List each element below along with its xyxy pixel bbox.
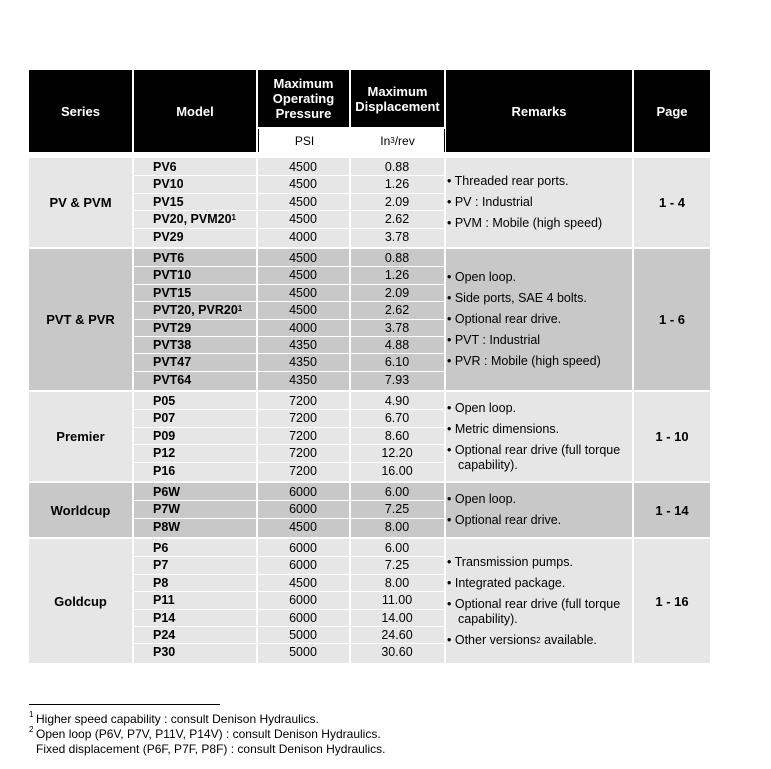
footnote-2-line-1: Open loop (P6V, P7V, P11V, P14V) : consult Denison Hydraulics. bbox=[36, 727, 381, 741]
remark-text: • Other versions bbox=[447, 632, 537, 647]
table-header bbox=[29, 70, 710, 152]
displacement-cell: 2.09 bbox=[384, 286, 410, 300]
pressure-cell: 4500 bbox=[289, 520, 317, 534]
pressure-cell: 4350 bbox=[289, 338, 317, 352]
row-divider bbox=[134, 518, 444, 519]
column-divider bbox=[132, 392, 134, 481]
series-name: Worldcup bbox=[50, 502, 111, 518]
remark-item: • Integrated package. bbox=[447, 575, 566, 590]
remark-item: • PVT : Industrial bbox=[447, 333, 541, 347]
model-name: P7W bbox=[153, 502, 181, 516]
displacement-cell: 3.78 bbox=[384, 230, 410, 244]
footnote-rule bbox=[29, 704, 220, 705]
column-divider bbox=[444, 539, 446, 663]
remarks-cell bbox=[447, 158, 632, 247]
remark-item: • Metric dimensions. bbox=[447, 421, 560, 436]
row-divider bbox=[134, 591, 444, 592]
displacement-cell: 3.78 bbox=[384, 321, 410, 335]
model-cell bbox=[153, 267, 191, 284]
displacement-cell: 1.26 bbox=[384, 268, 410, 282]
row-divider bbox=[134, 556, 444, 557]
pressure-cell: 4500 bbox=[289, 160, 317, 174]
model-name: P7 bbox=[153, 558, 169, 572]
model-name: P24 bbox=[153, 628, 176, 642]
pressure-cell: 4000 bbox=[289, 230, 317, 244]
model-name: PVT64 bbox=[153, 373, 192, 387]
pressure-cell: 7200 bbox=[289, 446, 317, 460]
displacement-cell: 11.00 bbox=[381, 593, 413, 607]
model-name: PV20, PVM20 bbox=[153, 212, 232, 226]
remarks-cell bbox=[447, 539, 632, 663]
footnote-ref: 1 bbox=[237, 304, 243, 313]
pressure-cell: 4350 bbox=[289, 355, 317, 369]
model-name: PV15 bbox=[153, 195, 184, 209]
displacement-cell: 14.00 bbox=[381, 611, 413, 625]
model-name: PVT6 bbox=[153, 251, 185, 265]
pressure-cell: 7200 bbox=[289, 394, 317, 408]
displacement-cell: 2.09 bbox=[384, 195, 410, 209]
series-name: Goldcup bbox=[54, 593, 107, 609]
model-cell bbox=[153, 557, 168, 574]
page-number: 1 - 10 bbox=[655, 429, 689, 444]
pressure-cell: 4500 bbox=[289, 268, 317, 282]
model-cell bbox=[153, 519, 180, 536]
model-cell bbox=[153, 592, 175, 609]
row-divider bbox=[134, 266, 444, 267]
remark-item: • Open loop. bbox=[447, 492, 517, 506]
displacement-cell: 0.88 bbox=[384, 160, 410, 174]
series-group bbox=[29, 392, 710, 481]
remark-item: • Optional rear drive (full torque capability). bbox=[447, 442, 621, 472]
pressure-cell: 5000 bbox=[289, 628, 317, 642]
displacement-cell: 2.62 bbox=[384, 303, 410, 317]
displacement-cell: 30.60 bbox=[381, 645, 413, 659]
pressure-cell: 4500 bbox=[289, 286, 317, 300]
displacement-cell: 24.60 bbox=[381, 628, 413, 642]
model-cell bbox=[153, 211, 236, 228]
model-cell bbox=[153, 428, 175, 445]
unit-disp-base: In bbox=[380, 133, 391, 148]
displacement-cell: 6.00 bbox=[384, 485, 410, 499]
pressure-cell: 5000 bbox=[289, 645, 317, 659]
row-divider bbox=[134, 371, 444, 372]
row-divider bbox=[134, 643, 444, 644]
pressure-cell: 6000 bbox=[289, 485, 317, 499]
model-cell bbox=[153, 575, 168, 592]
row-divider bbox=[134, 444, 444, 445]
model-name: PV6 bbox=[153, 160, 177, 174]
row-divider bbox=[134, 353, 444, 354]
model-cell bbox=[153, 320, 191, 337]
displacement-cell: 1.26 bbox=[384, 177, 410, 191]
pressure-cell: 4500 bbox=[289, 303, 317, 317]
footnote-1-line-1: Higher speed capability : consult Denison Hydraulics. bbox=[36, 712, 319, 726]
model-name: P16 bbox=[153, 464, 176, 478]
displacement-cell: 16.00 bbox=[381, 464, 413, 478]
row-divider bbox=[134, 175, 444, 176]
row-divider bbox=[134, 427, 444, 428]
model-cell bbox=[153, 484, 180, 501]
row-divider bbox=[134, 301, 444, 302]
model-name: PVT15 bbox=[153, 286, 192, 300]
model-cell bbox=[153, 194, 184, 211]
column-divider bbox=[132, 158, 134, 247]
displacement-cell: 6.00 bbox=[384, 541, 410, 555]
remark-item: • PVR : Mobile (high speed) bbox=[447, 354, 601, 368]
model-name: P14 bbox=[153, 611, 176, 625]
model-cell bbox=[153, 627, 175, 644]
footnote-2-line-2: Fixed displacement (P6F, P7F, P8F) : consult Denison Hydraulics. bbox=[36, 742, 386, 756]
row-divider bbox=[134, 228, 444, 229]
page-number: 1 - 16 bbox=[655, 593, 689, 609]
remark-item: • Optional rear drive. bbox=[447, 513, 562, 527]
model-name: P8 bbox=[153, 576, 169, 590]
column-divider bbox=[444, 158, 446, 247]
model-cell bbox=[153, 501, 180, 518]
model-name: P12 bbox=[153, 446, 176, 460]
displacement-cell: 0.88 bbox=[384, 251, 410, 265]
model-cell bbox=[153, 229, 184, 246]
displacement-cell: 6.70 bbox=[384, 411, 410, 425]
displacement-cell: 8.00 bbox=[384, 576, 410, 590]
footnote-ref: 1 bbox=[231, 213, 236, 222]
pressure-cell: 7200 bbox=[289, 411, 317, 425]
model-name: PVT47 bbox=[153, 355, 192, 369]
row-divider bbox=[134, 210, 444, 211]
model-cell bbox=[153, 250, 184, 267]
model-name: P6W bbox=[153, 485, 181, 499]
pressure-cell: 6000 bbox=[289, 558, 317, 572]
row-divider bbox=[134, 336, 444, 337]
remark-item: • Open loop. bbox=[447, 270, 517, 284]
series-name: PVT & PVR bbox=[46, 312, 115, 327]
displacement-cell: 7.25 bbox=[384, 502, 410, 516]
row-divider bbox=[134, 319, 444, 320]
row-divider bbox=[134, 284, 444, 285]
page-number: 1 - 14 bbox=[655, 502, 689, 518]
model-name: P6 bbox=[153, 541, 169, 555]
model-cell bbox=[153, 540, 168, 557]
displacement-cell: 12.20 bbox=[381, 446, 413, 460]
displacement-cell: 7.25 bbox=[384, 558, 410, 572]
model-name: PV29 bbox=[153, 230, 184, 244]
column-divider bbox=[132, 539, 134, 663]
header-page: Page bbox=[634, 70, 710, 152]
unit-disp-tail: /rev bbox=[394, 133, 415, 148]
remark-item: • Threaded rear ports. bbox=[447, 174, 569, 188]
footnote-2-mark: 2 bbox=[29, 725, 34, 734]
remark-item: • Open loop. bbox=[447, 400, 517, 415]
model-name: PVT20, PVR20 bbox=[153, 303, 238, 317]
model-name: P30 bbox=[153, 645, 176, 659]
pressure-cell: 7200 bbox=[289, 464, 317, 478]
model-cell bbox=[153, 354, 191, 371]
model-cell bbox=[153, 410, 175, 427]
series-group bbox=[29, 158, 710, 247]
displacement-cell: 4.90 bbox=[384, 394, 410, 408]
header-displacement: Maximum Displacement bbox=[351, 70, 444, 127]
pressure-cell: 4000 bbox=[289, 321, 317, 335]
model-cell bbox=[153, 463, 175, 480]
column-divider bbox=[444, 249, 446, 390]
remark-item: • PV : Industrial bbox=[447, 195, 533, 209]
remark-item: • Optional rear drive. bbox=[447, 312, 562, 326]
series-group bbox=[29, 539, 710, 663]
pressure-cell: 4500 bbox=[289, 195, 317, 209]
series-name: Premier bbox=[56, 429, 105, 444]
pressure-cell: 6000 bbox=[289, 502, 317, 516]
pressure-cell: 4500 bbox=[289, 576, 317, 590]
series-name: PV & PVM bbox=[49, 195, 112, 210]
model-name: P05 bbox=[153, 394, 176, 408]
model-cell bbox=[153, 159, 177, 176]
header-pressure: Maximum Operating Pressure bbox=[258, 70, 349, 127]
header-model: Model bbox=[134, 70, 256, 152]
remarks-cell bbox=[447, 483, 632, 537]
model-cell bbox=[153, 302, 242, 319]
model-name: PV10 bbox=[153, 177, 184, 191]
header-series: Series bbox=[29, 70, 132, 152]
remark-item bbox=[447, 633, 632, 648]
series-group bbox=[29, 483, 710, 537]
model-name: P07 bbox=[153, 411, 176, 425]
remark-text: available. bbox=[544, 632, 597, 647]
model-name: PVT10 bbox=[153, 268, 192, 282]
pressure-cell: 6000 bbox=[289, 593, 317, 607]
model-name: P09 bbox=[153, 429, 176, 443]
pressure-cell: 4500 bbox=[289, 212, 317, 226]
footnote-ref: 2 bbox=[536, 635, 541, 645]
displacement-cell: 2.62 bbox=[384, 212, 410, 226]
pressure-cell: 4350 bbox=[289, 373, 317, 387]
pressure-cell: 4500 bbox=[289, 251, 317, 265]
displacement-cell: 8.60 bbox=[384, 429, 410, 443]
series-group bbox=[29, 249, 710, 390]
unit-disp-exp: 3 bbox=[390, 136, 395, 145]
pressure-cell: 7200 bbox=[289, 429, 317, 443]
displacement-cell: 8.00 bbox=[384, 520, 410, 534]
remarks-cell bbox=[447, 392, 632, 481]
displacement-cell: 4.88 bbox=[384, 338, 410, 352]
column-divider bbox=[444, 483, 446, 537]
model-cell bbox=[153, 176, 184, 193]
page-number: 1 - 6 bbox=[658, 312, 685, 327]
remark-item: • Optional rear drive (full torque capability). bbox=[447, 596, 621, 626]
row-divider bbox=[134, 574, 444, 575]
unit-psi: PSI bbox=[258, 129, 350, 152]
model-name: PVT38 bbox=[153, 338, 192, 352]
model-name: P8W bbox=[153, 520, 181, 534]
model-cell bbox=[153, 644, 175, 661]
pressure-cell: 6000 bbox=[289, 541, 317, 555]
model-cell bbox=[153, 337, 191, 354]
remarks-cell bbox=[447, 249, 632, 390]
remark-item: • PVM : Mobile (high speed) bbox=[447, 216, 603, 230]
model-name: P11 bbox=[153, 593, 175, 607]
row-divider bbox=[134, 609, 444, 610]
row-divider bbox=[134, 500, 444, 501]
column-divider bbox=[444, 392, 446, 481]
remark-item: • Transmission pumps. bbox=[447, 554, 573, 569]
remark-item: • Side ports, SAE 4 bolts. bbox=[447, 291, 587, 305]
row-divider bbox=[134, 626, 444, 627]
unit-displacement bbox=[351, 129, 445, 152]
row-divider bbox=[134, 462, 444, 463]
model-cell bbox=[153, 285, 191, 302]
model-cell bbox=[153, 372, 191, 389]
model-cell bbox=[153, 445, 175, 462]
displacement-cell: 7.93 bbox=[384, 373, 410, 387]
footnote-1-mark: 1 bbox=[29, 710, 34, 719]
row-divider bbox=[134, 193, 444, 194]
pressure-cell: 4500 bbox=[289, 177, 317, 191]
displacement-cell: 6.10 bbox=[384, 355, 410, 369]
page-number: 1 - 4 bbox=[658, 195, 685, 210]
column-divider bbox=[132, 483, 134, 537]
model-cell bbox=[153, 610, 175, 627]
header-remarks: Remarks bbox=[446, 70, 632, 152]
pressure-cell: 6000 bbox=[289, 611, 317, 625]
model-name: PVT29 bbox=[153, 321, 192, 335]
row-divider bbox=[134, 409, 444, 410]
model-cell bbox=[153, 393, 175, 410]
